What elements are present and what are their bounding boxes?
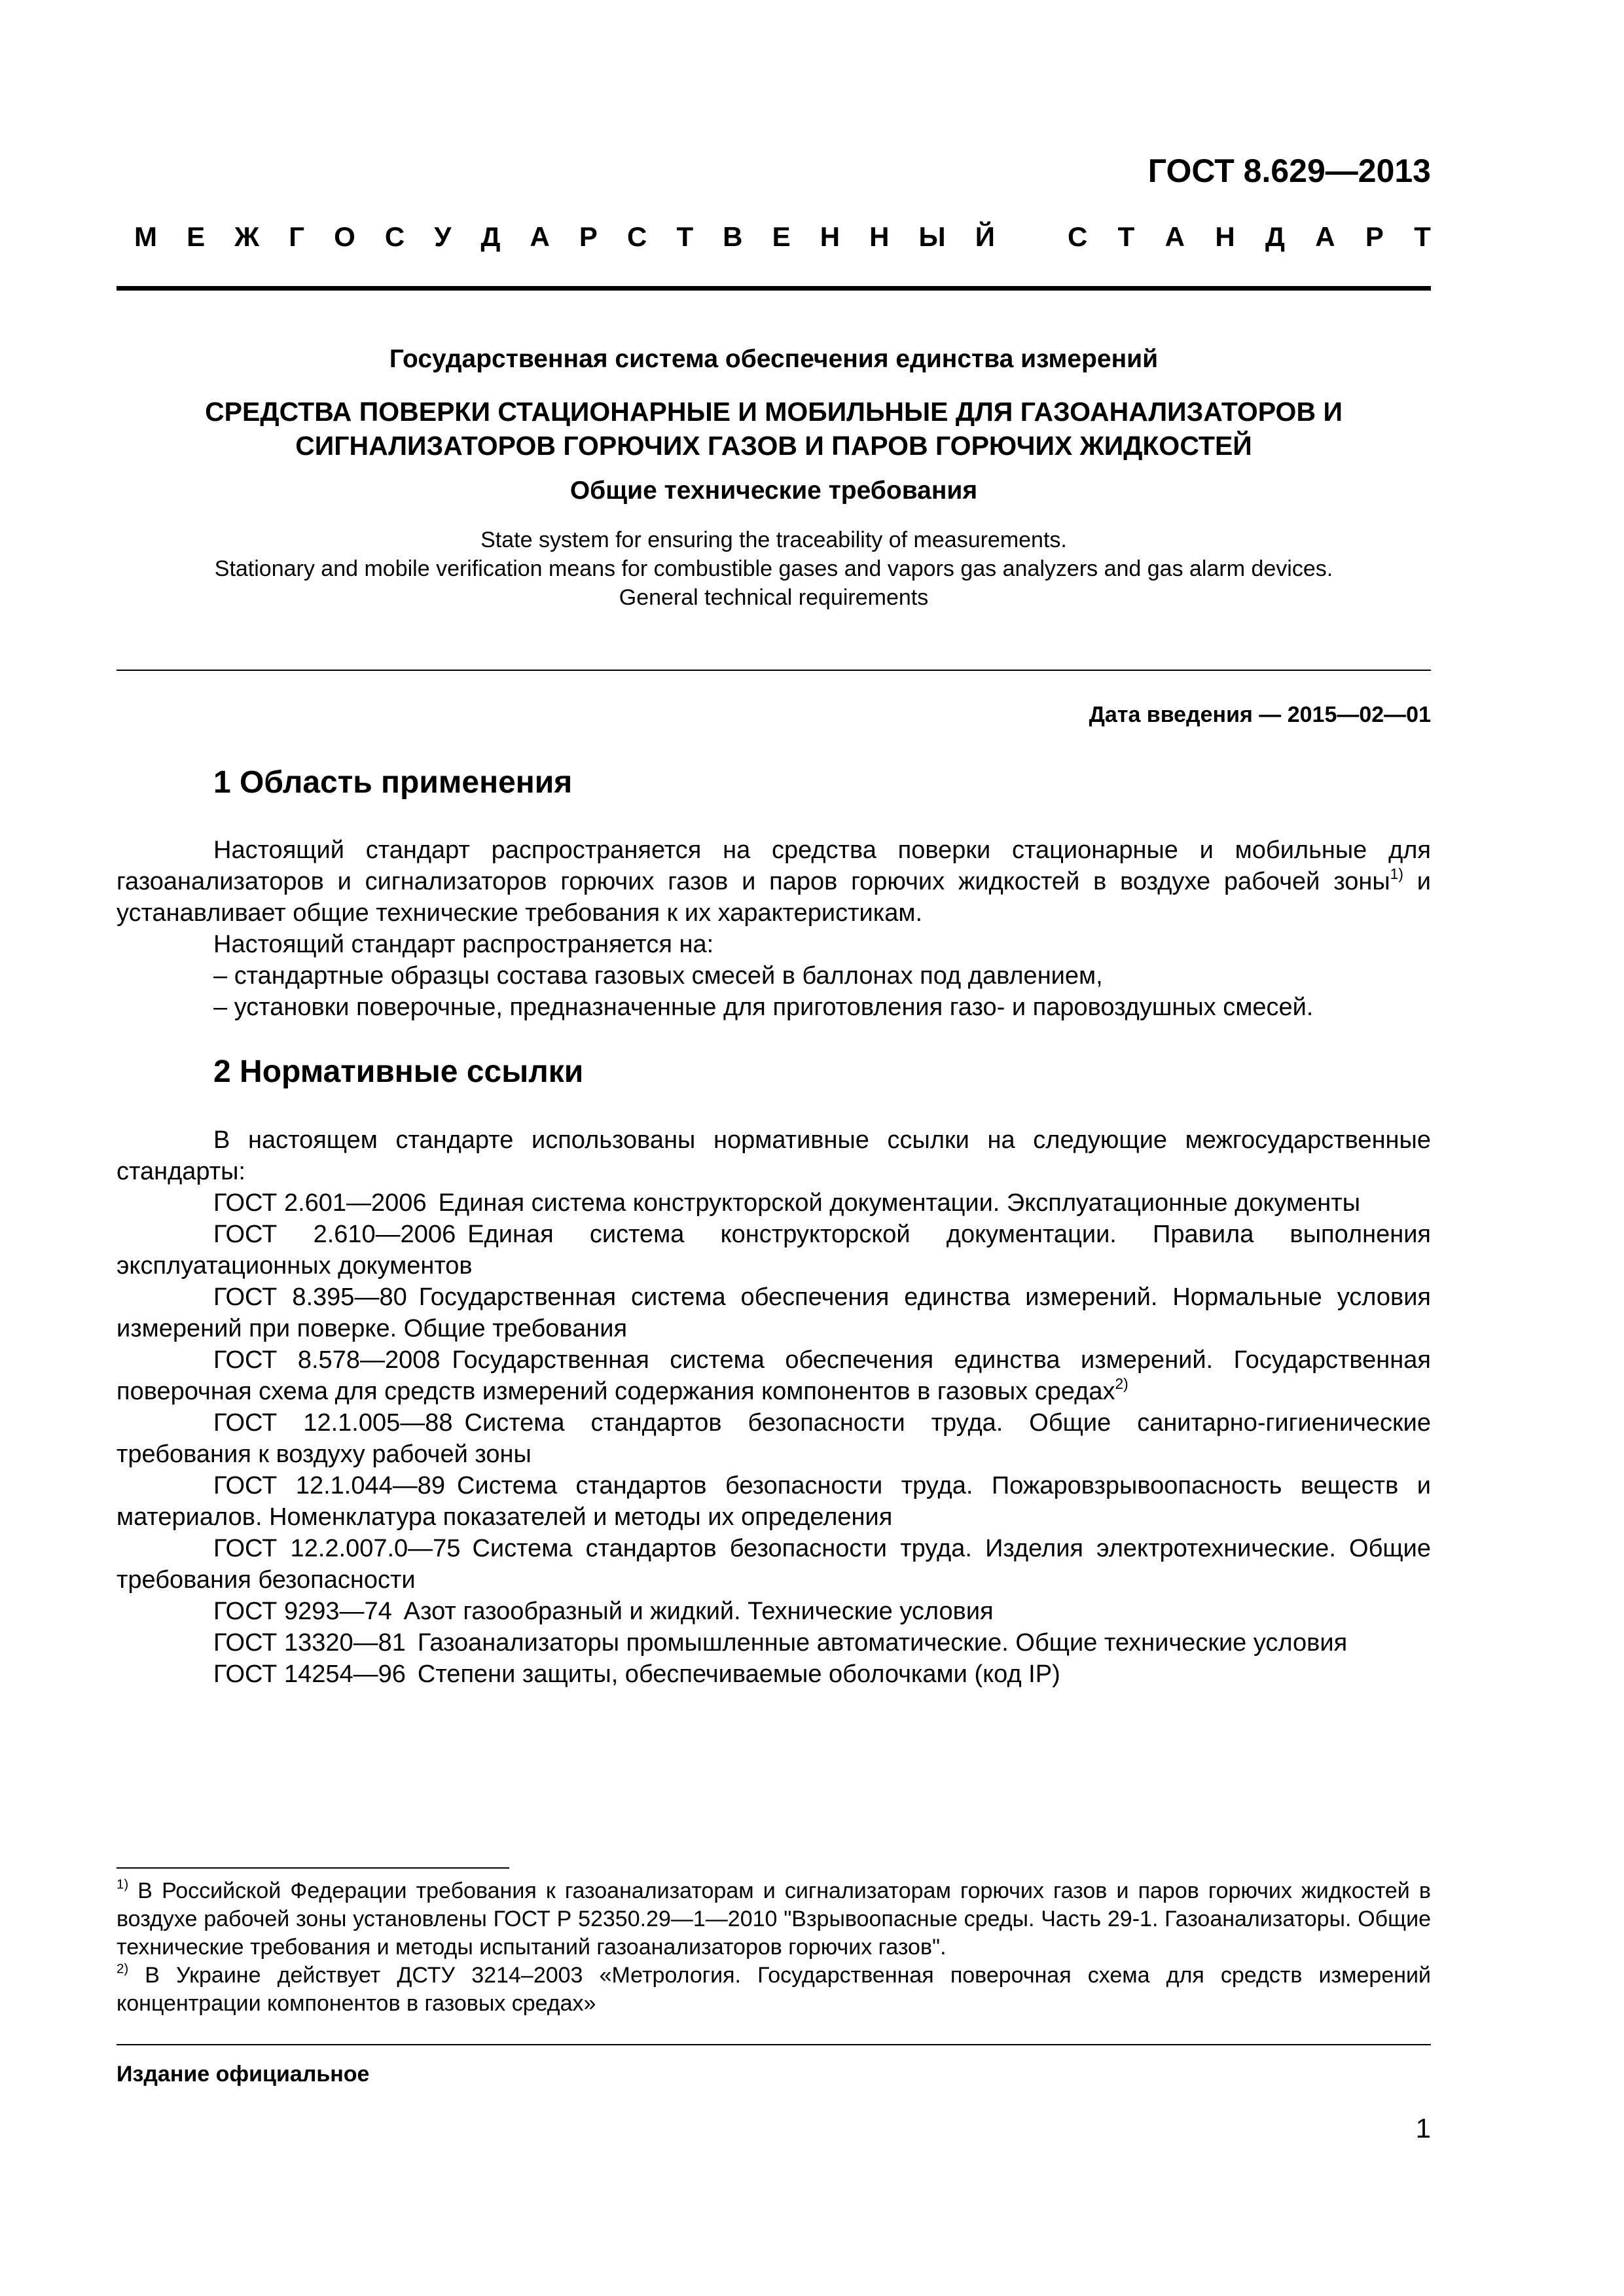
reference-item — [117, 1627, 1431, 1659]
reference-item — [117, 1533, 1431, 1596]
references-list — [117, 1187, 1431, 1690]
footnote-text: В Украине действует ДСТУ 3214–2003 «Метрология. Государственная поверочная схема для средств измерений концентрации компонентов в газовых средах» — [117, 1963, 1431, 2016]
main-title-line: СИГНАЛИЗАТОРОВ ГОРЮЧИХ ГАЗОВ И ПАРОВ ГОРЮЧИХ ЖИДКОСТЕЙ — [295, 431, 1252, 461]
page-number: 1 — [1415, 2113, 1431, 2144]
title-divider — [117, 670, 1431, 671]
list-item: – стандартные образцы состава газовых смесей в баллонах под давлением, — [213, 962, 1103, 990]
footnote-ref[interactable]: 2) — [1115, 1375, 1128, 1393]
reference-code[interactable]: ГОСТ 8.578—2008 — [213, 1346, 441, 1374]
footnote-ref[interactable]: 1) — [1390, 865, 1403, 883]
reference-title: Государственная система обеспечения единства измерений. Государственная поверочная схема для средств измерений содержания компонентов в газовых средах — [117, 1346, 1431, 1405]
reference-title: Единая система конструкторской документации. Эксплуатационные документы — [438, 1189, 1361, 1217]
reference-title: Газоанализаторы промышленные автоматические. Общие технические условия — [417, 1629, 1348, 1657]
footnote — [117, 1962, 1431, 2018]
reference-title: Система стандартов безопасности труда. Общие санитарно-гигиенические требования к воздуху рабочей зоны — [117, 1409, 1431, 1468]
reference-code[interactable]: ГОСТ 2.601—2006 — [213, 1189, 427, 1217]
list-item: – установки поверочные, предназначенные для приготовления газо- и паровоздушных смесей. — [213, 994, 1314, 1021]
reference-item — [117, 1219, 1431, 1282]
reference-item — [117, 1407, 1431, 1470]
english-title — [117, 526, 1431, 612]
subtitle: Общие технические требования — [569, 476, 978, 505]
paragraph-text: Настоящий стандарт распространяется на средства поверки стационарные и мобильные для газоанализаторов и сигнализаторов горючих газов и паров горючих жидкостей в воздухе рабочей зоны — [117, 836, 1431, 895]
paragraph: Настоящий стандарт распространяется на: — [213, 931, 714, 958]
reference-title: Азот газообразный и жидкий. Технические условия — [403, 1598, 994, 1625]
english-title-line: General technical requirements — [619, 585, 929, 610]
section-1-body — [117, 834, 1431, 1023]
reference-code[interactable]: ГОСТ 12.1.044—89 — [213, 1472, 446, 1499]
system-title: Государственная система обеспечения единства измерений — [389, 345, 1159, 373]
reference-item — [117, 1596, 1431, 1627]
reference-code[interactable]: ГОСТ 12.1.005—88 — [213, 1409, 453, 1437]
reference-code[interactable]: ГОСТ 12.2.007.0—75 — [213, 1535, 461, 1562]
footnote-text: В Российской Федерации требования к газоанализаторам и сигнализаторам горючих газов и паров горючих жидкостей в воздухе рабочей зоны установлены ГОСТ Р 52350.29—1—2010 "Взрывоопасные среды. Часть 29-1. Газоанализаторы. Общие технические требования и методы испытаний газоанализаторов горючих газов". — [117, 1878, 1431, 1960]
reference-item — [117, 1187, 1431, 1219]
document-number: ГОСТ 8.629—2013 — [1147, 152, 1431, 189]
reference-title: Единая система конструкторской документации. Правила выполнения эксплуатационных документов — [117, 1221, 1431, 1280]
footnote-mark: 2) — [117, 1962, 129, 1977]
paragraph: В настоящем стандарте использованы нормативные ссылки на следующие межгосударственные стандарты: — [117, 1126, 1431, 1185]
paragraph-text: и устанавливает общие технические требования к их характеристикам. — [117, 868, 1431, 927]
standard-type-heading — [134, 221, 1431, 253]
reference-item — [117, 1659, 1431, 1690]
standard-type-word-standard: С Т А Н Д А Р Т — [1068, 221, 1431, 252]
footer-divider — [117, 2044, 1431, 2045]
footnote — [117, 1877, 1431, 1962]
section-heading: 2 Нормативные ссылки — [213, 1054, 584, 1089]
english-title-line: State system for ensuring the traceability of measurements. — [480, 528, 1067, 552]
introduction-date: Дата введения — 2015—02—01 — [1089, 702, 1431, 727]
reference-title: Система стандартов безопасности труда. Изделия электротехнические. Общие требования безопасности — [117, 1535, 1431, 1594]
reference-code[interactable]: ГОСТ 2.610—2006 — [213, 1221, 456, 1248]
english-title-line: Stationary and mobile verification means for combustible gases and vapors gas analyzers and gas alarm devices. — [214, 556, 1333, 581]
footnotes — [117, 1877, 1431, 2018]
reference-title: Государственная система обеспечения единства измерений. Нормальные условия измерений при поверке. Общие требования — [117, 1283, 1431, 1342]
section-heading: 1 Область применения — [213, 765, 573, 800]
reference-title: Степени защиты, обеспечиваемые оболочками (код IP) — [417, 1660, 1060, 1688]
section-2-body — [117, 1124, 1431, 1690]
footnote-divider — [117, 1867, 509, 1869]
edition-label: Издание официальное — [117, 2062, 370, 2087]
reference-code[interactable]: ГОСТ 9293—74 — [213, 1598, 392, 1625]
paragraph — [117, 834, 1431, 929]
main-title — [117, 395, 1431, 463]
reference-code[interactable]: ГОСТ 14254—96 — [213, 1660, 406, 1688]
footnote-mark: 1) — [117, 1877, 129, 1892]
reference-code[interactable]: ГОСТ 8.395—80 — [213, 1283, 407, 1311]
standard-type-word-interstate: М Е Ж Г О С У Д А Р С Т В Е Н Н Ы Й — [134, 221, 995, 252]
reference-code[interactable]: ГОСТ 13320—81 — [213, 1629, 406, 1657]
main-title-line: СРЕДСТВА ПОВЕРКИ СТАЦИОНАРНЫЕ И МОБИЛЬНЫЕ ДЛЯ ГАЗОАНАЛИЗАТОРОВ И — [205, 397, 1343, 427]
reference-item — [117, 1470, 1431, 1533]
reference-item — [117, 1344, 1431, 1407]
header-divider — [117, 286, 1431, 291]
reference-item — [117, 1282, 1431, 1344]
reference-title: Система стандартов безопасности труда. Пожаровзрывоопасность веществ и материалов. Номенклатура показателей и методы их определения — [117, 1472, 1432, 1531]
